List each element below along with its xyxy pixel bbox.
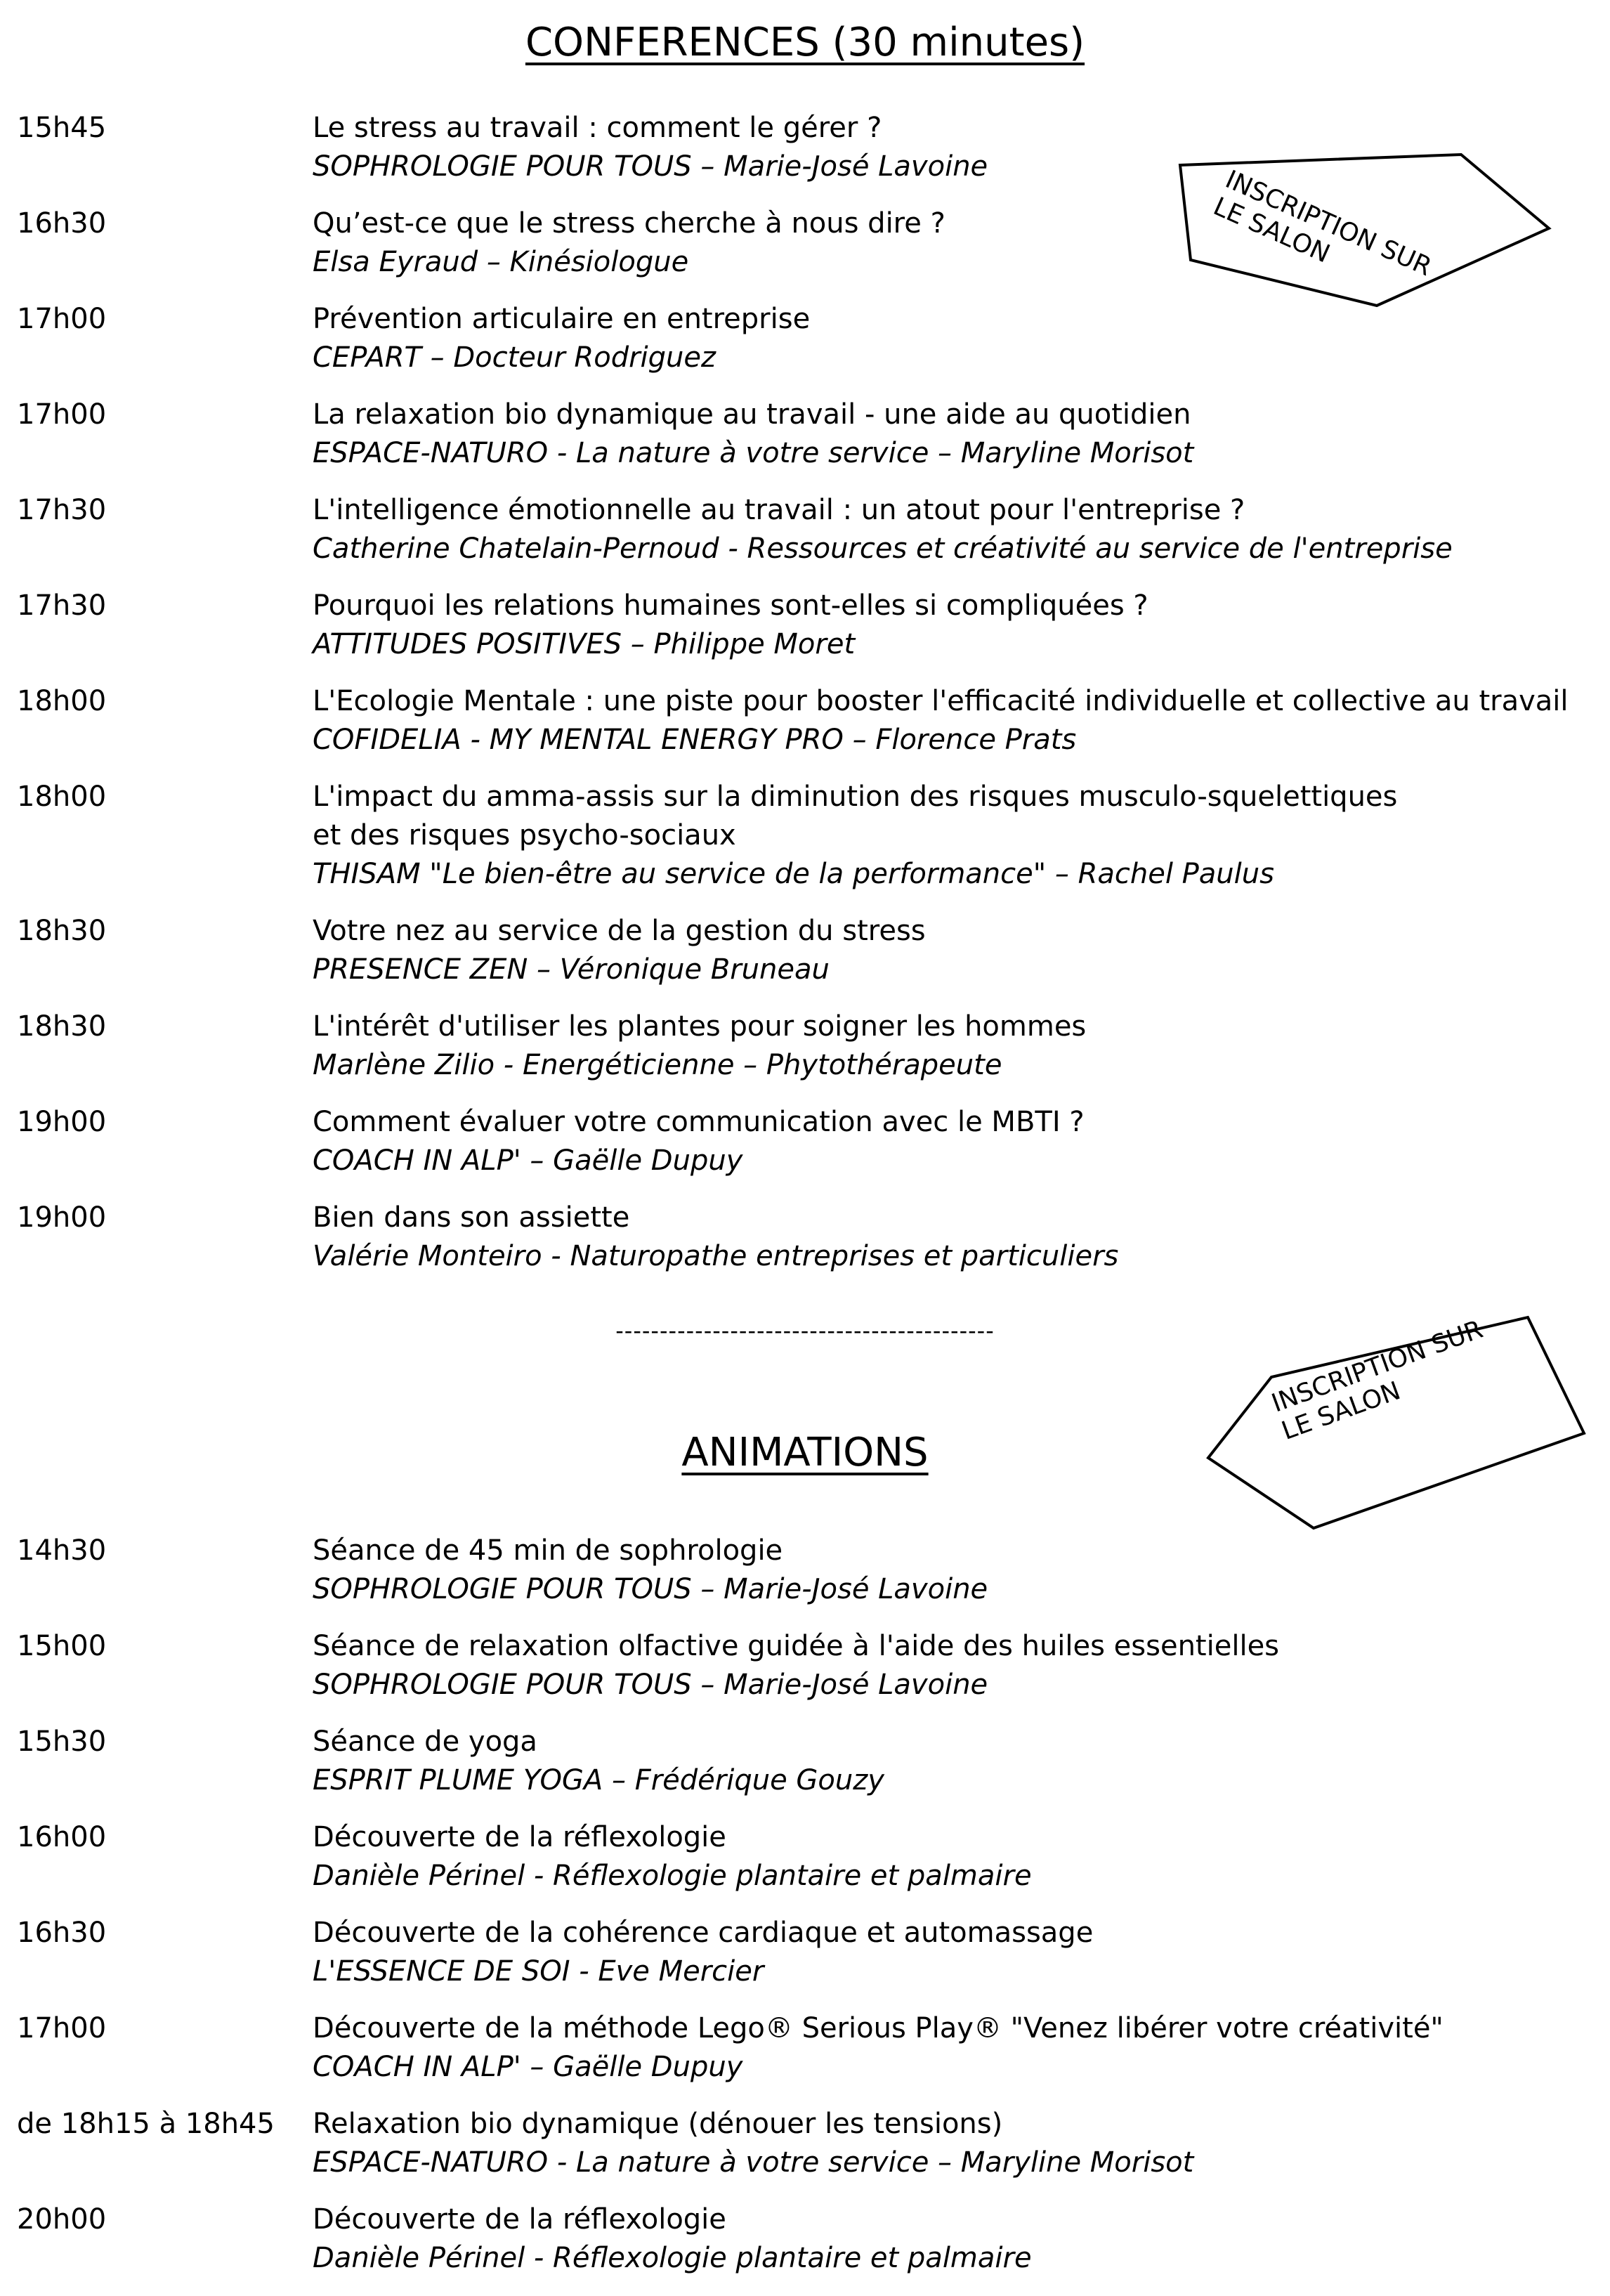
list-item xyxy=(0,1723,1610,1800)
list-item xyxy=(0,1532,1610,1609)
entry-title: Séance de 45 min de sophrologie xyxy=(313,1534,783,1567)
entry-time: 17h30 xyxy=(17,494,107,526)
entry-speaker: ATTITUDES POSITIVES – Philippe Moret xyxy=(313,628,856,660)
entry-speaker: Elsa Eyraud – Kinésiologue xyxy=(313,246,689,278)
list-item xyxy=(0,1007,1610,1085)
animations-list xyxy=(0,1532,1610,2296)
entry-title: Découverte de la méthode Lego® Serious Play® "Venez libérer votre créativité" xyxy=(313,2012,1444,2044)
entry-time: 17h00 xyxy=(17,303,107,335)
entry-speaker: PRESENCE ZEN – Véronique Bruneau xyxy=(313,953,830,986)
entry-title: Relaxation bio dynamique (dénouer les tensions) xyxy=(313,2108,1003,2140)
entry-time: 18h00 xyxy=(17,685,107,717)
entry-title: Comment évaluer votre communication avec le MBTI ? xyxy=(313,1106,1085,1138)
list-item xyxy=(0,396,1610,473)
list-item xyxy=(0,204,1610,282)
entry-title: L'intelligence émotionnelle au travail : un atout pour l'entreprise ? xyxy=(313,494,1245,526)
list-item xyxy=(0,2200,1610,2278)
entry-time: 17h00 xyxy=(17,2012,107,2044)
list-item xyxy=(0,2009,1610,2087)
entry-time: 19h00 xyxy=(17,1106,107,1138)
stamp-outline xyxy=(1205,1293,1598,1532)
list-item xyxy=(0,587,1610,664)
entry-title: Pourquoi les relations humaines sont-elles si compliquées ? xyxy=(313,589,1148,622)
list-item xyxy=(0,491,1610,568)
entry-title: L'impact du amma-assis sur la diminution des risques musculo-squelettiques et des risques psycho-sociaux xyxy=(313,781,1398,852)
entry-title: L'Ecologie Mentale : une piste pour booster l'efficacité individuelle et collective au travail xyxy=(313,685,1569,717)
inscription-stamp xyxy=(1205,1293,1598,1532)
conferences-heading: CONFERENCES (30 minutes) xyxy=(525,20,1085,65)
entry-time: 15h30 xyxy=(17,1726,107,1758)
conferences-list xyxy=(0,109,1610,1294)
entry-speaker: Valérie Monteiro - Naturopathe entreprises et particuliers xyxy=(313,1240,1119,1272)
section-separator: ------------------------------------------- xyxy=(615,1317,995,1344)
entry-time: 15h45 xyxy=(17,112,107,144)
entry-speaker: SOPHROLOGIE POUR TOUS – Marie-José Lavoine xyxy=(313,150,988,183)
entry-title: Découverte de la réflexologie xyxy=(313,2203,726,2236)
entry-time: 18h30 xyxy=(17,915,107,947)
entry-speaker: COFIDELIA - MY MENTAL ENERGY PRO – Florence Prats xyxy=(313,724,1077,756)
entry-speaker: CEPART – Docteur Rodriguez xyxy=(313,341,716,374)
entry-title: Le stress au travail : comment le gérer ? xyxy=(313,112,882,144)
entry-speaker: COACH IN ALP' – Gaëlle Dupuy xyxy=(313,2051,743,2083)
entry-speaker: Marlène Zilio - Energéticienne – Phytothérapeute xyxy=(313,1049,1002,1081)
stamp-text: INSCRIPTION SUR LE SALON xyxy=(1268,1315,1487,1446)
entry-title: Prévention articulaire en entreprise xyxy=(313,303,811,335)
entry-speaker: Catherine Chatelain-Pernoud - Ressources et créativité au service de l'entreprise xyxy=(313,533,1453,565)
entry-speaker: ESPACE-NATURO - La nature à votre service – Maryline Morisot xyxy=(313,437,1194,469)
entry-speaker: ESPRIT PLUME YOGA – Frédérique Gouzy xyxy=(313,1764,884,1796)
entry-speaker: Danièle Périnel - Réflexologie plantaire et palmaire xyxy=(313,2242,1032,2274)
entry-time: 19h00 xyxy=(17,1201,107,1234)
entry-time: 16h00 xyxy=(17,1821,107,1853)
entry-title: Séance de relaxation olfactive guidée à l'aide des huiles essentielles xyxy=(313,1630,1280,1662)
entry-title: Découverte de la réflexologie xyxy=(313,1821,726,1853)
entry-title: Bien dans son assiette xyxy=(313,1201,630,1234)
entry-speaker: SOPHROLOGIE POUR TOUS – Marie-José Lavoine xyxy=(313,1669,988,1701)
entry-time: 16h30 xyxy=(17,207,107,240)
list-item xyxy=(0,778,1610,894)
entry-speaker: SOPHROLOGIE POUR TOUS – Marie-José Lavoine xyxy=(313,1573,988,1605)
entry-time: 18h00 xyxy=(17,781,107,813)
entry-time: de 18h15 à 18h45 xyxy=(17,2108,275,2140)
list-item xyxy=(0,1914,1610,1991)
entry-speaker: L'ESSENCE DE SOI - Eve Mercier xyxy=(313,1955,764,1988)
entry-title: Qu’est-ce que le stress cherche à nous dire ? xyxy=(313,207,945,240)
entry-time: 14h30 xyxy=(17,1534,107,1567)
list-item xyxy=(0,2105,1610,2182)
entry-speaker: ESPACE-NATURO - La nature à votre service – Maryline Morisot xyxy=(313,2146,1194,2179)
list-item xyxy=(0,109,1610,186)
entry-time: 15h00 xyxy=(17,1630,107,1662)
entry-title: La relaxation bio dynamique au travail - une aide au quotidien xyxy=(313,398,1191,431)
stamp-text: INSCRIPTION SUR LE SALON xyxy=(1209,165,1436,282)
entry-title: Séance de yoga xyxy=(313,1726,537,1758)
list-item xyxy=(0,682,1610,759)
entry-title: Votre nez au service de la gestion du stress xyxy=(313,915,926,947)
list-item xyxy=(0,300,1610,377)
entry-speaker: THISAM "Le bien-être au service de la performance" – Rachel Paulus xyxy=(313,858,1274,890)
entry-title: L'intérêt d'utiliser les plantes pour soigner les hommes xyxy=(313,1010,1087,1043)
entry-time: 17h00 xyxy=(17,398,107,431)
entry-time: 20h00 xyxy=(17,2203,107,2236)
entry-time: 16h30 xyxy=(17,1917,107,1949)
entry-time: 17h30 xyxy=(17,589,107,622)
list-item xyxy=(0,1627,1610,1704)
list-item xyxy=(0,912,1610,989)
animations-heading: ANIMATIONS xyxy=(681,1430,929,1475)
entry-speaker: Danièle Périnel - Réflexologie plantaire et palmaire xyxy=(313,1860,1032,1892)
entry-speaker: COACH IN ALP' – Gaëlle Dupuy xyxy=(313,1144,743,1177)
entry-time: 18h30 xyxy=(17,1010,107,1043)
list-item xyxy=(0,1199,1610,1276)
entry-title: Découverte de la cohérence cardiaque et automassage xyxy=(313,1917,1094,1949)
list-item xyxy=(0,1103,1610,1180)
list-item xyxy=(0,1818,1610,1896)
